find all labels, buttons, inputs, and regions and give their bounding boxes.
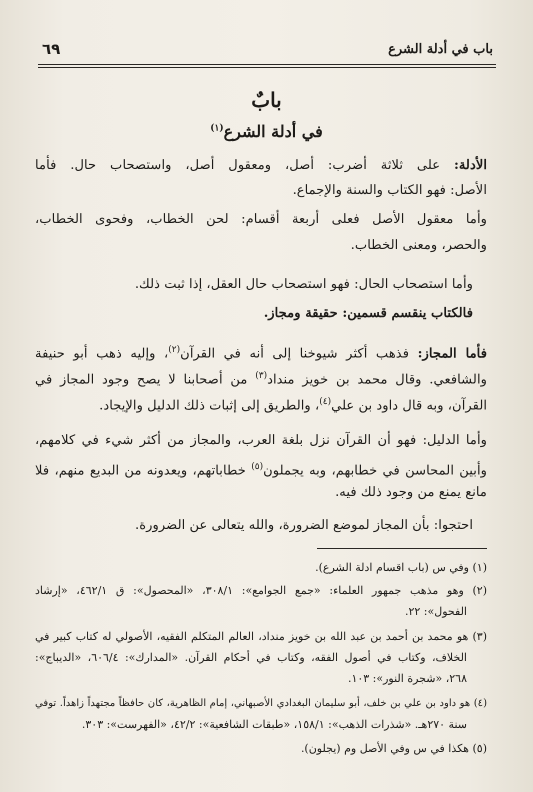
footnote-ref: (٥): [251, 462, 264, 472]
body-line: الأصل: فهو الكتاب والسنة والإجماع.: [292, 183, 487, 198]
running-title: باب في أدلة الشرع: [388, 42, 493, 57]
footnote: (٣) هو محمد بن أحمد بن عبد الله بن خويز منداد، العالم المتكلم الفقيه، الأصولي له كتاب كبير في: [35, 630, 487, 643]
body-line: [35, 156, 487, 176]
chapter-title: بابٌ: [251, 88, 282, 112]
footnote: (٢) وهو مذهب جمهور العلماء: «جمع الجوامع»: ٣٠٨/١، «المحصول»: ق ٤٦٢/١، «إرشاد: [35, 584, 487, 597]
header-rule: [38, 64, 496, 68]
chapter-subtitle: [0, 122, 533, 141]
footnote-ref: (١): [210, 123, 224, 134]
footnote-ref: (٣): [255, 371, 268, 381]
page-number: ٦٩: [42, 40, 61, 58]
footnote: (٥) هكذا في س وفي الأصل وم (يجلون).: [300, 742, 487, 755]
body-line: وأما الدليل: فهو أن القرآن نزل بلغة العرب، والمجاز من أكثر شيء في كلامهم،: [35, 433, 487, 448]
body-line: [35, 457, 487, 481]
body-line: والحصر، ومعنى الخطاب.: [350, 238, 487, 253]
body-line: فالكتاب ينقسم قسمين: حقيقة ومجاز.: [263, 306, 473, 321]
body-line: وأما معقول الأصل فعلى أربعة أقسام: لحن الخطاب، وفحوى الخطاب،: [35, 212, 487, 227]
body-line: [35, 366, 487, 390]
line-text: فذهب أكثر شيوخنا إلى أنه في القرآن: [180, 346, 410, 362]
footnote: (٤) هو داود بن علي بن خلف، أبو سليمان البغدادي الأصبهاني، إمام الظاهرية، كان حافظاً مجتهداً زاهداً. توفي: [35, 698, 487, 709]
term: الأدلة:: [453, 158, 487, 173]
body-line: [35, 340, 487, 364]
line-text: ، والطريق إلى إثبات ذلك الدليل والإيجاد.: [99, 398, 320, 414]
line-text: والشافعي. وقال محمد بن خويز منداد: [267, 372, 487, 388]
body-line: وأما استصحاب الحال: فهو استصحاب حال العقل، إذا ثبت ذلك.: [134, 277, 473, 292]
footnote-ref: (٢): [168, 345, 181, 355]
line-text: القرآن، وبه قال داود بن علي: [331, 398, 487, 414]
body-line: احتجوا: بأن المجاز لموضع الضرورة، والله يتعالى عن الضرورة.: [135, 518, 473, 533]
body-line: [35, 392, 487, 416]
footnote-rule: [317, 548, 487, 549]
footnote: الفحول»: ٢٢.: [404, 605, 467, 618]
body-line: مانع يمنع من وجود ذلك فيه.: [335, 485, 487, 500]
footnote: (١) وفي س (باب اقسام ادلة الشرع).: [315, 561, 487, 574]
line-text: خطاباتهم، ويعدونه من البديع منهم، فلا: [35, 463, 246, 479]
footnote: الخلاف، وكتاب في أصول الفقه، وكتاب في أحكام القرآن. «المدارك»: ٦٠٦/٤، «الديباج»:: [35, 651, 467, 664]
chapter-subtitle-text: في أدلة الشرع: [223, 122, 323, 141]
line-text: من أصحابنا لا يصح وجود المجاز في: [35, 372, 248, 388]
line-text: على ثلاثة أضرب: أصل، ومعقول أصل، واستصحاب حال. فأما: [35, 158, 441, 173]
line-text: وأبين المحاسن في خطابهم، وبه يجملون: [263, 463, 487, 479]
footnote: سنة ٢٧٠هـ. «شذرات الذهب»: ١٥٨/١، «طبقات الشافعية»: ٤٢/٢، «الفهرست»: ٣٠٣.: [81, 718, 467, 731]
term: فأما المجاز:: [417, 346, 488, 362]
line-text: ، وإليه ذهب أبو حنيفة: [35, 346, 169, 362]
footnote-ref: (٤): [319, 397, 332, 407]
running-header: [40, 40, 495, 64]
footnote: ٢٦٨، «شجرة النور»: ١٠٣.: [347, 672, 467, 685]
